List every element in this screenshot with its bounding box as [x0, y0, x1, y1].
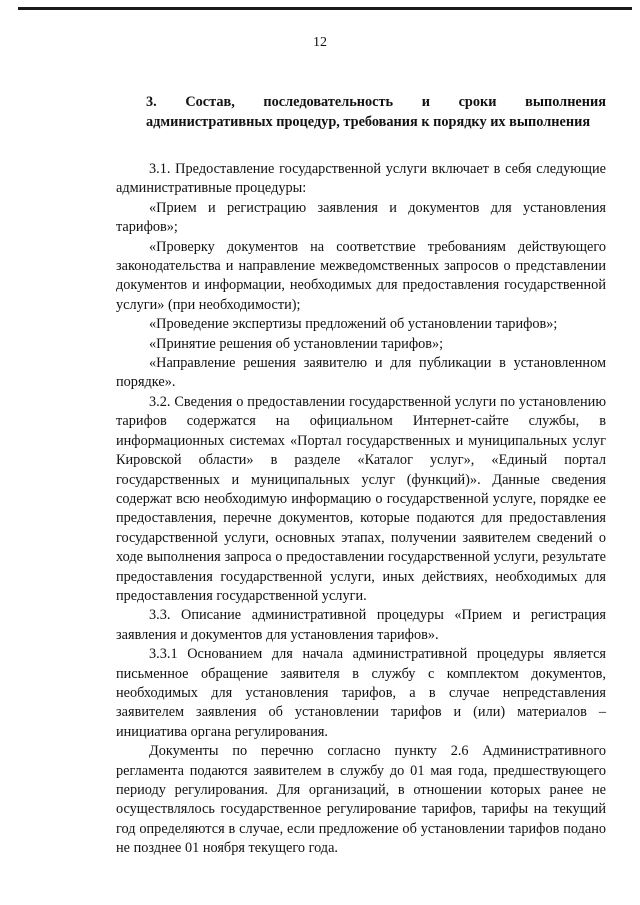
page-number: 12 — [313, 35, 327, 50]
list-item-procedure-2: «Проверку документов на соответствие требованиям действующего законодательства и направление межведомственных запросов о представлении документов и информации, необходимых для предоставления государственной услуги» (при необходимости); — [116, 238, 606, 313]
section-heading: 3. Состав, последовательность и сроки выполнения административных процедур, требования к порядку их выполнения — [146, 94, 606, 130]
paragraph-3-3: 3.3. Описание административной процедуры «Прием и регистрация заявления и документов для установления тарифов». — [116, 607, 606, 643]
list-item-procedure-4: «Принятие решения об установлении тарифов»; — [149, 335, 444, 352]
paragraph-3-2: 3.2. Сведения о предоставлении государственной услуги по установлению тарифов содержатся на официальном Интернет-сайте службы, в информационных системах «Портал государственных и муниципальных услуг Кировской области» в разделе «Каталог услуг», «Единый портал государственных и муниципальных услуг (функций)». Данные сведения содержат всю необходимую информацию о государственной услуге, порядке ее предоставления, перечне документов, которые подаются для предоставления государственной услуги, основных этапах, получении заявителем сведений о ходе выполнения запроса о предоставлении государственной услуги, результате предоставления государственной услуги, иных действиях, необходимых для предоставления государственной услуги. — [116, 393, 606, 604]
list-item-procedure-1: «Прием и регистрацию заявления и документов для установления тарифов»; — [116, 199, 606, 236]
paragraph-3-3-1: 3.3.1 Основанием для начала административной процедуры является письменное обращение заявителя в службу с комплектом документов, необходимых для установления тарифов, а в случае непредставления заявителем заявления об установлении тарифов и (или) материалов – инициатива органа регулирования. — [116, 646, 606, 740]
document-body — [116, 93, 606, 859]
top-rule — [18, 7, 632, 10]
list-item-procedure-5: «Направление решения заявителю и для публикации в установленном порядке». — [116, 355, 606, 391]
paragraph-documents-deadline: Документы по перечню согласно пункту 2.6 Административного регламента подаются заявителем в службу до 01 мая года, предшествующего периоду регулирования. Для организаций, в отношении которых ранее не осуществлялось государственное регулирование тарифов, тарифы на текущий год определяются в случае, если предложение об установлении тарифов подано не позднее 01 ноября текущего года. — [116, 743, 606, 857]
paragraph-3-1: 3.1. Предоставление государственной услуги включает в себя следующие административные процедуры: — [116, 161, 606, 197]
list-item-procedure-3: «Проведение экспертизы предложений об установлении тарифов»; — [149, 316, 558, 333]
